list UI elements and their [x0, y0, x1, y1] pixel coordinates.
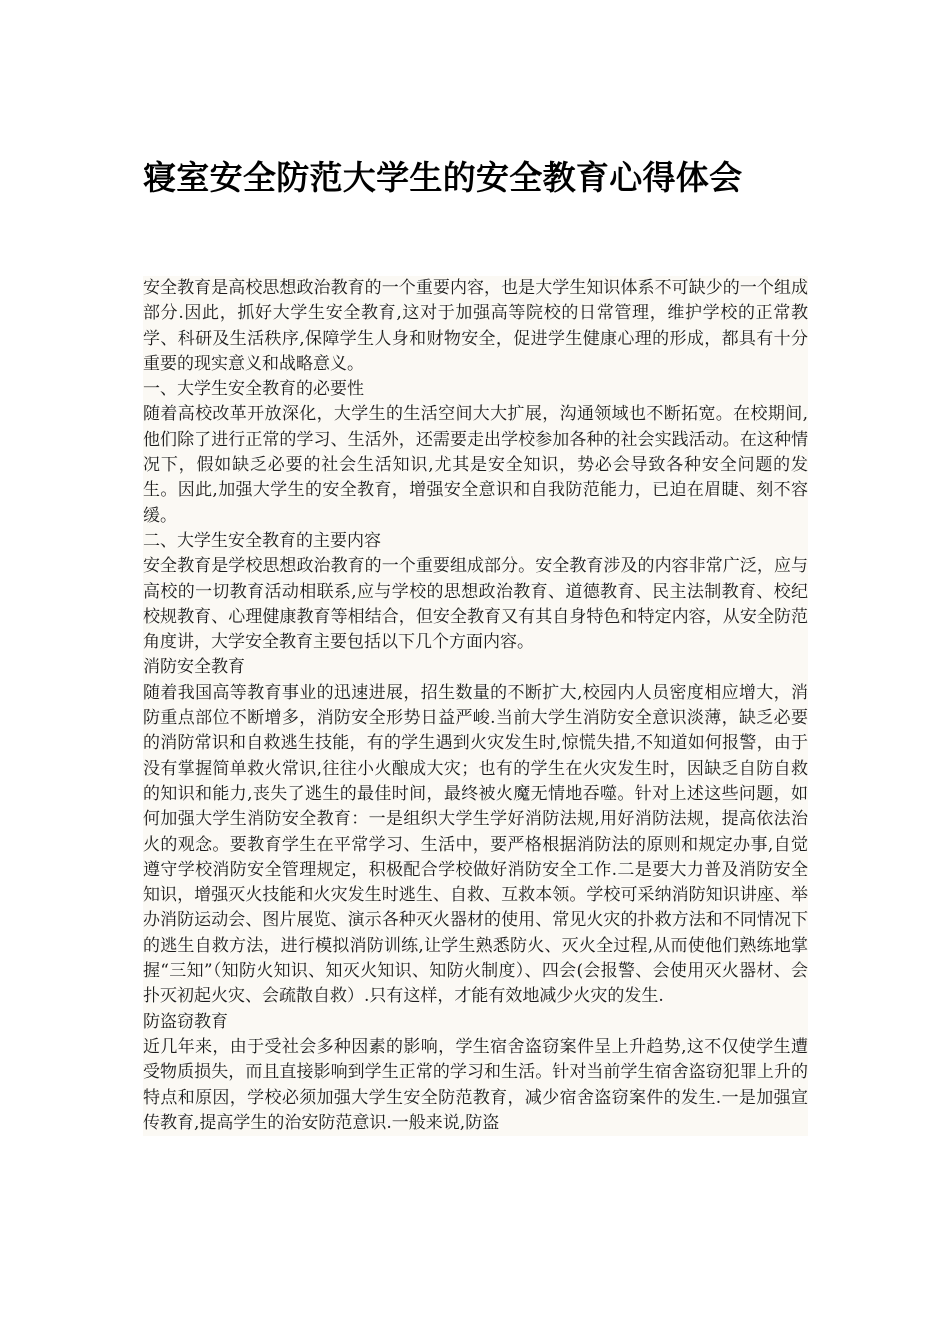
- fire-safety-paragraph: 随着我国高等教育事业的迅速进展，招生数量的不断扩大,校园内人员密度相应增大，消防重点部位不断增多，消防安全形势日益严峻.当前大学生消防安全意识淡薄，缺乏必要的消防常识和自救逃生技能，有的学生遇到火灾发生时,惊慌失措,不知道如何报警，由于没有掌握简单救火常识,往往小火酿成大灾；也有的学生在火灾发生时，因缺乏自防自救的知识和能力,丧失了逃生的最佳时间，最终被火魔无情地吞噬。针对上述这些问题，如何加强大学生消防安全教育：一是组织大学生学好消防法规,用好消防法规，提高依法治火的观念。要教育学生在平常学习、生活中，要严格根据消防法的原则和规定办事,自觉遵守学校消防安全管理规定，积极配合学校做好消防安全工作.二是要大力普及消防安全知识，增强灭火技能和火灾发生时逃生、自救、互救本领。学校可采纳消防知识讲座、举办消防运动会、图片展览、演示各种灭火器材的使用、常见火灾的扑救方法和不同情况下的逃生自救方法，进行模拟消防训练,让学生熟悉防火、灭火全过程,从而使他们熟练地掌握“三知”（知防火知识、知灭火知识、知防火制度）、四会(会报警、会使用灭火器材、会扑灭初起火灾、会疏散自救）.只有这样，才能有效地减少火灾的发生.: [143, 682, 808, 1007]
- section-heading-main-content: 二、大学生安全教育的主要内容: [143, 530, 381, 551]
- section-heading-necessity: 一、大学生安全教育的必要性: [143, 379, 364, 400]
- subheading-anti-theft: 防盗窃教育: [143, 1011, 228, 1032]
- document-title: 寝室安全防范大学生的安全教育心得体会: [143, 158, 743, 197]
- intro-paragraph: 安全教育是高校思想政治教育的一个重要内容，也是大学生知识体系不可缺少的一个组成部分.因此，抓好大学生安全教育,这对于加强高等院校的日常管理，维护学校的正常教学、科研及生活秩序,保障学生人身和财物安全，促进学生健康心理的形成，都具有十分重要的现实意义和战略意义。: [143, 278, 808, 374]
- anti-theft-paragraph: 近几年来，由于受社会多种因素的影响，学生宿舍盗窃案件呈上升趋势,这不仅使学生遭受物质损失，而且直接影响到学生正常的学习和生活。针对当前学生宿舍盗窃犯罪上升的特点和原因，学校必须加强大学生安全防范教育，减少宿舍盗窃案件的发生.一是加强宣传教育,提高学生的治安防范意识.一般来说,防盗: [143, 1036, 808, 1133]
- document-body: [143, 276, 808, 1136]
- necessity-paragraph: 随着高校改革开放深化，大学生的生活空间大大扩展，沟通领域也不断拓宽。在校期间,他们除了进行正常的学习、生活外，还需要走出学校参加各种的社会实践活动。在这种情况下，假如缺乏必要的社会生活知识,尤其是安全知识，势必会导致各种安全问题的发生。因此,加强大学生的安全教育，增强安全意识和自我防范能力，已迫在眉睫、刻不容缓。: [143, 404, 808, 526]
- main-content-paragraph: 安全教育是学校思想政治教育的一个重要组成部分。安全教育涉及的内容非常广泛，应与高校的一切教育活动相联系,应与学校的思想政治教育、道德教育、民主法制教育、校纪校规教育、心理健康教育等相结合，但安全教育又有其自身特色和特定内容，从安全防范角度讲，大学安全教育主要包括以下几个方面内容。: [143, 556, 808, 653]
- subheading-fire-safety: 消防安全教育: [143, 657, 245, 678]
